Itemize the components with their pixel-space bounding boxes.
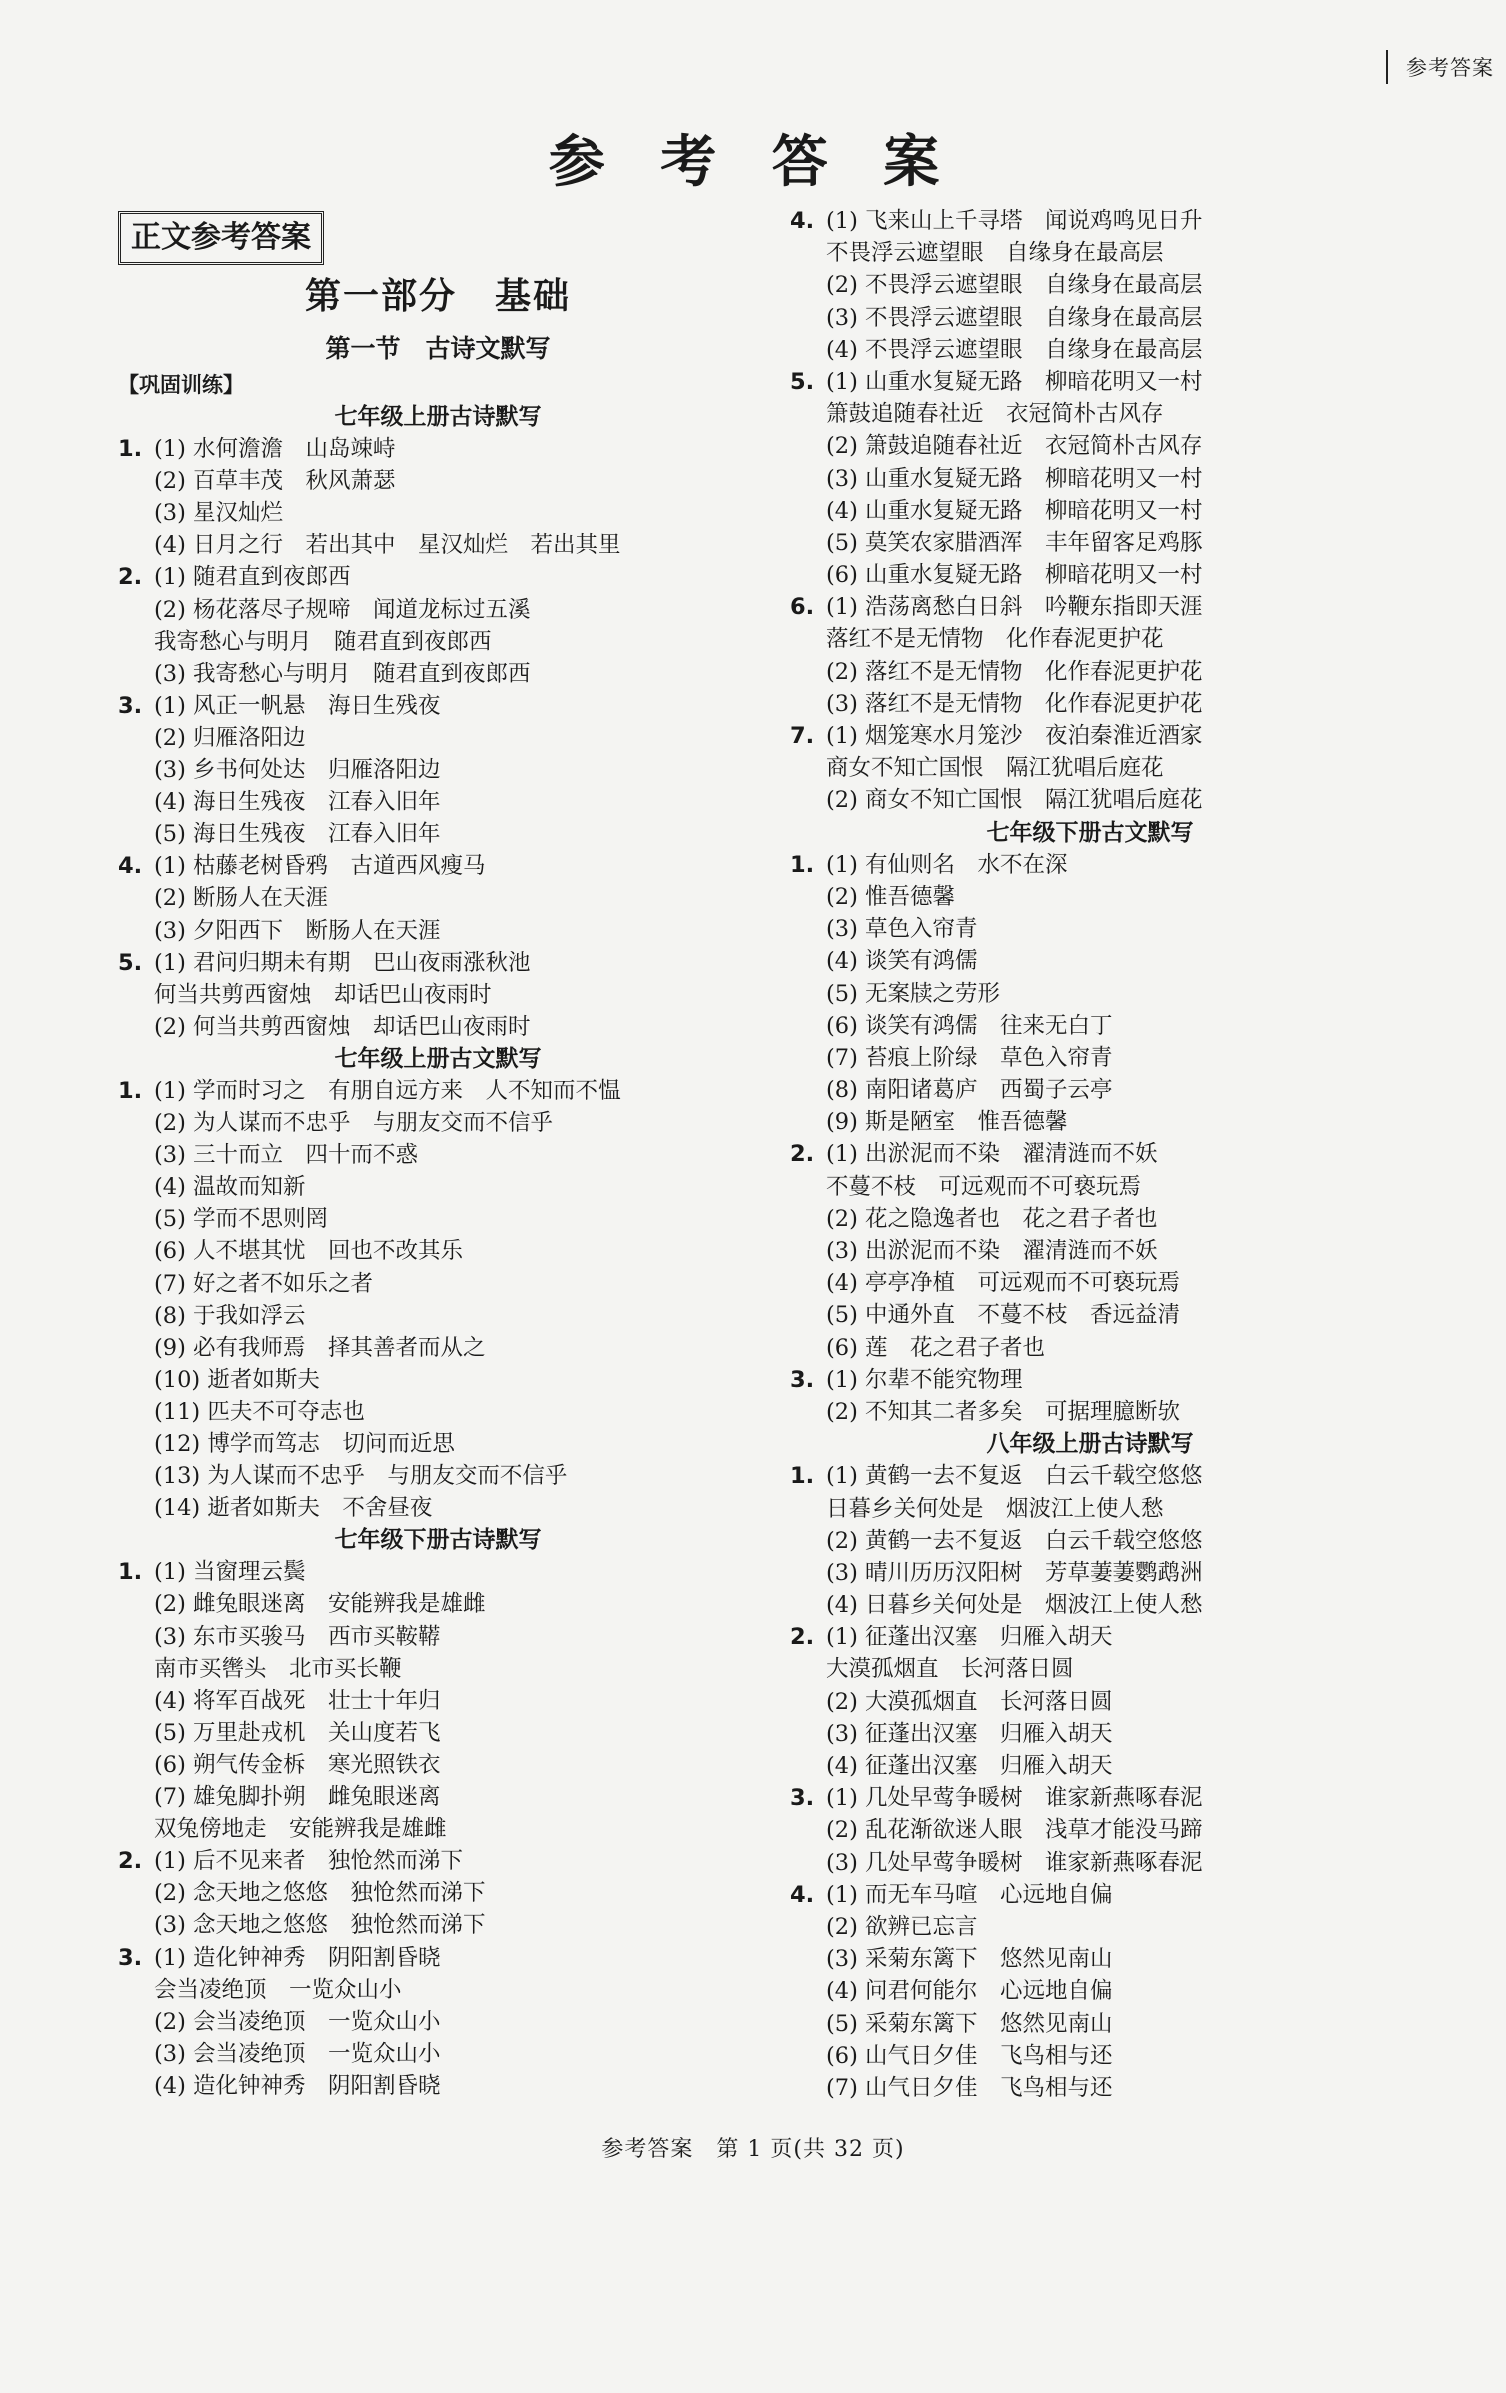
answer-line: (2) 惟吾德馨 <box>826 883 956 910</box>
answer-line: (3) 晴川历历汉阳树 芳草萋萋鹦鹉洲 <box>826 1559 1203 1586</box>
answer-text: (1) 学而时习之 有朋自远方来 人不知而不愠 <box>154 1077 621 1104</box>
answer-line: (9) 斯是陋室 惟吾德馨 <box>826 1109 1068 1136</box>
answer-line: (4) 谈笑有鸿儒 <box>826 948 978 975</box>
answer-line: (6) 山气日夕佳 飞鸟相与还 <box>826 2042 1113 2069</box>
answer-line: (2) 归雁洛阳边 <box>154 724 306 751</box>
answer-line: (3) 采菊东篱下 悠然见南山 <box>826 1946 1113 1973</box>
exercise-label: 【巩固训练】 <box>118 373 244 397</box>
answer-text: (1) 风正一帆悬 海日生残夜 <box>154 692 441 719</box>
question-number: 3. <box>118 692 143 719</box>
answer-line: (2) 不畏浮云遮望眼 自缘身在最高层 <box>826 272 1203 299</box>
answer-line: (6) 莲 花之君子者也 <box>826 1334 1046 1361</box>
question-number: 7. <box>790 723 815 749</box>
answer-continuation: 落红不是无情物 化作春泥更护花 <box>826 626 1164 653</box>
question-line <box>790 1621 1390 1653</box>
answer-line: (2) 箫鼓追随春社近 衣冠简朴古风存 <box>826 433 1203 460</box>
question-line <box>790 366 1390 398</box>
answer-line: (4) 温故而知新 <box>154 1174 306 1201</box>
question-line <box>790 1782 1390 1814</box>
answer-text: (1) 山重水复疑无路 柳暗花明又一村 <box>826 368 1203 395</box>
answer-text: (1) 烟笼寒水月笼沙 夜泊秦淮近酒家 <box>826 723 1203 749</box>
answer-line: (8) 南阳诸葛庐 西蜀子云亭 <box>826 1077 1113 1104</box>
section-box-tag: 正文参考答案 <box>118 211 324 265</box>
question-number: 4. <box>790 208 815 234</box>
answer-continuation: 我寄愁心与明月 随君直到夜郎西 <box>154 628 492 655</box>
question-line <box>118 1075 758 1107</box>
answer-text: (1) 君问归期未有期 巴山夜雨涨秋池 <box>154 949 531 976</box>
answer-line: (5) 莫笑农家腊酒浑 丰年留客足鸡豚 <box>826 529 1203 556</box>
left-answer-list <box>118 401 758 2102</box>
answer-line: (2) 大漠孤烟直 长河落日圆 <box>826 1688 1113 1715</box>
answer-text: (1) 浩荡离愁白日斜 吟鞭东指即天涯 <box>826 594 1203 621</box>
answer-continuation: 何当共剪西窗烛 却话巴山夜雨时 <box>154 981 492 1008</box>
answer-line: (3) 几处早莺争暖树 谁家新燕啄春泥 <box>826 1849 1203 1876</box>
answer-line: (4) 不畏浮云遮望眼 自缘身在最高层 <box>826 336 1203 363</box>
answer-line: (7) 好之者不如乐之者 <box>154 1270 374 1297</box>
answer-line: (2) 百草丰茂 秋风萧瑟 <box>154 468 396 495</box>
page-title: 参 考 答 案 <box>548 130 958 195</box>
answer-line: (3) 我寄愁心与明月 随君直到夜郎西 <box>154 660 531 687</box>
answer-line: (2) 何当共剪西窗烛 却话巴山夜雨时 <box>154 1013 531 1040</box>
answer-line: (7) 雄兔脚扑朔 雌兔眼迷离 <box>154 1784 441 1811</box>
answer-continuation: 商女不知亡国恨 隔江犹唱后庭花 <box>826 755 1164 782</box>
answer-line: (3) 星汉灿烂 <box>154 500 284 527</box>
question-number: 5. <box>790 368 815 395</box>
question-number: 1. <box>790 851 815 878</box>
answer-line: (4) 海日生残夜 江春入旧年 <box>154 789 441 816</box>
answer-line: (8) 于我如浮云 <box>154 1302 306 1329</box>
answer-line: (2) 商女不知亡国恨 隔江犹唱后庭花 <box>826 787 1203 814</box>
subsection-title: 七年级上册古文默写 <box>334 1045 542 1072</box>
question-line <box>790 1879 1390 1911</box>
answer-line: (2) 不知其二者多矣 可据理臆断欤 <box>826 1398 1181 1425</box>
answer-line: (2) 为人谋而不忠乎 与朋友交而不信乎 <box>154 1110 554 1137</box>
answer-text: (1) 几处早莺争暖树 谁家新燕啄春泥 <box>826 1785 1203 1812</box>
question-line <box>118 561 758 593</box>
question-number: 5. <box>118 949 143 976</box>
question-line <box>118 433 758 465</box>
answer-line: (7) 苔痕上阶绿 草色入帘青 <box>826 1044 1113 1071</box>
answer-line: (7) 山气日夕佳 飞鸟相与还 <box>826 2074 1113 2101</box>
answer-line: (14) 逝者如斯夫 不舍昼夜 <box>154 1495 433 1522</box>
right-column <box>790 205 1390 2104</box>
answer-line: (5) 中通外直 不蔓不枝 香远益清 <box>826 1302 1181 1329</box>
question-number: 3. <box>118 1944 143 1971</box>
answer-line: (3) 三十而立 四十而不惑 <box>154 1142 419 1169</box>
answer-line: (5) 万里赴戎机 关山度若飞 <box>154 1719 441 1746</box>
section-title: 第一节 古诗文默写 <box>325 334 551 363</box>
answer-line: (6) 朔气传金柝 寒光照铁衣 <box>154 1751 441 1778</box>
header-tag: 参考答案 <box>1386 50 1506 84</box>
answer-text: (1) 后不见来者 独怆然而涕下 <box>154 1848 464 1875</box>
answer-line: (6) 山重水复疑无路 柳暗花明又一村 <box>826 562 1203 589</box>
question-line <box>790 720 1390 752</box>
answer-text: (1) 有仙则名 水不在深 <box>826 851 1068 878</box>
answer-line: (2) 黄鹤一去不复返 白云千载空悠悠 <box>826 1527 1203 1554</box>
answer-text: (1) 枯藤老树昏鸦 古道西风瘦马 <box>154 853 486 880</box>
question-number: 3. <box>790 1366 815 1393</box>
answer-text: (1) 造化钟神秀 阴阳割昏晓 <box>154 1944 441 1971</box>
answer-line: (3) 山重水复疑无路 柳暗花明又一村 <box>826 465 1203 492</box>
subsection-title: 七年级上册古诗默写 <box>334 404 542 430</box>
answer-line: (2) 花之隐逸者也 花之君子者也 <box>826 1205 1158 1232</box>
question-line <box>118 947 758 979</box>
answer-line: (4) 山重水复疑无路 柳暗花明又一村 <box>826 497 1203 524</box>
answer-line: (3) 乡书何处达 归雁洛阳边 <box>154 757 441 784</box>
answer-text: (1) 而无车马喧 心远地自偏 <box>826 1881 1113 1908</box>
answer-text: (1) 黄鹤一去不复返 白云千载空悠悠 <box>826 1463 1203 1490</box>
question-line <box>790 849 1390 881</box>
answer-line: (3) 征蓬出汉塞 归雁入胡天 <box>826 1720 1113 1747</box>
answer-continuation: 南市买辔头 北市买长鞭 <box>154 1655 402 1682</box>
question-line <box>118 690 758 722</box>
answer-continuation: 箫鼓追随春社近 衣冠简朴古风存 <box>826 401 1164 428</box>
answer-continuation: 会当凌绝顶 一览众山小 <box>154 1976 402 2003</box>
answer-line: (4) 问君何能尔 心远地自偏 <box>826 1978 1113 2005</box>
answer-continuation: 大漠孤烟直 长河落日圆 <box>826 1656 1074 1683</box>
answer-line: (13) 为人谋而不忠乎 与朋友交而不信乎 <box>154 1463 568 1490</box>
subsection-title: 八年级上册古诗默写 <box>986 1431 1194 1458</box>
question-number: 2. <box>790 1624 815 1651</box>
answer-line: (4) 亭亭净植 可远观而不可亵玩焉 <box>826 1270 1181 1297</box>
question-line <box>118 1942 758 1974</box>
answer-line: (4) 将军百战死 壮士十年归 <box>154 1687 441 1714</box>
answer-line: (3) 出淤泥而不染 濯清涟而不妖 <box>826 1238 1158 1264</box>
answer-line: (12) 博学而笃志 切问而近思 <box>154 1431 455 1457</box>
question-line <box>790 591 1390 623</box>
answer-line: (3) 念天地之悠悠 独怆然而涕下 <box>154 1912 486 1939</box>
question-number: 4. <box>790 1881 815 1908</box>
answer-text: (1) 水何澹澹 山岛竦峙 <box>154 436 396 463</box>
answer-continuation: 日暮乡关何处是 烟波江上使人愁 <box>826 1495 1164 1522</box>
question-number: 3. <box>790 1785 815 1812</box>
page-footer: 参考答案 第 1 页(共 32 页) <box>601 2137 905 2162</box>
question-line <box>118 850 758 882</box>
question-line <box>790 1460 1390 1492</box>
question-number: 1. <box>118 1077 143 1104</box>
answer-line: (3) 夕阳西下 断肠人在天涯 <box>154 917 441 944</box>
subsection-title: 七年级下册古文默写 <box>986 819 1194 846</box>
question-number: 6. <box>790 594 815 621</box>
question-line <box>790 205 1390 237</box>
answer-line: (2) 雌兔眼迷离 安能辨我是雄雌 <box>154 1591 486 1618</box>
answer-line: (4) 日暮乡关何处是 烟波江上使人愁 <box>826 1592 1203 1619</box>
answer-continuation: 不蔓不枝 可远观而不可亵玩焉 <box>826 1173 1142 1200</box>
answer-line: (4) 造化钟神秀 阴阳割昏晓 <box>154 2072 441 2099</box>
question-number: 4. <box>118 853 143 880</box>
answer-line: (3) 东市买骏马 西市买鞍鞯 <box>154 1623 441 1650</box>
answer-line: (2) 乱花渐欲迷人眼 浅草才能没马蹄 <box>826 1817 1203 1844</box>
question-line <box>118 1845 758 1877</box>
answer-line: (2) 念天地之悠悠 独怆然而涕下 <box>154 1880 486 1907</box>
question-number: 2. <box>790 1141 815 1168</box>
right-answer-list <box>790 205 1390 2104</box>
answer-line: (4) 日月之行 若出其中 星汉灿烂 若出其里 <box>154 532 621 559</box>
question-line <box>790 1364 1390 1396</box>
answer-text: (1) 征蓬出汉塞 归雁入胡天 <box>826 1624 1113 1651</box>
answer-line: (3) 不畏浮云遮望眼 自缘身在最高层 <box>826 304 1203 331</box>
answer-line: (3) 会当凌绝顶 一览众山小 <box>154 2040 441 2067</box>
left-column <box>118 205 758 2102</box>
answer-text: (1) 飞来山上千寻塔 闻说鸡鸣见日升 <box>826 208 1203 234</box>
answer-line: (6) 人不堪其忧 回也不改其乐 <box>154 1238 464 1265</box>
answer-line: (3) 落红不是无情物 化作春泥更护花 <box>826 690 1203 717</box>
answer-text: (1) 随君直到夜郎西 <box>154 564 351 591</box>
answer-line: (5) 采菊东篱下 悠然见南山 <box>826 2010 1113 2037</box>
answer-line: (4) 征蓬出汉塞 归雁入胡天 <box>826 1753 1113 1779</box>
answer-line: (2) 落红不是无情物 化作春泥更护花 <box>826 658 1203 685</box>
question-number: 1. <box>790 1463 815 1490</box>
answer-line: (9) 必有我师焉 择其善者而从之 <box>154 1334 486 1361</box>
question-line <box>118 1556 758 1588</box>
part-title: 第一部分 基础 <box>304 276 571 317</box>
answer-line: (3) 草色入帘青 <box>826 916 978 943</box>
answer-line: (10) 逝者如斯夫 <box>154 1366 320 1393</box>
answer-line: (2) 欲辨已忘言 <box>826 1913 978 1940</box>
answer-text: (1) 出淤泥而不染 濯清涟而不妖 <box>826 1141 1158 1168</box>
answer-text: (1) 当窗理云鬓 <box>154 1559 306 1586</box>
question-line <box>790 1138 1390 1170</box>
answer-line: (5) 海日生残夜 江春入旧年 <box>154 821 441 848</box>
question-number: 1. <box>118 436 143 463</box>
question-number: 1. <box>118 1559 143 1586</box>
answer-line: (5) 学而不思则罔 <box>154 1206 329 1233</box>
subsection-title: 七年级下册古诗默写 <box>334 1527 542 1554</box>
answer-line: (2) 杨花落尽子规啼 闻道龙标过五溪 <box>154 596 531 623</box>
answer-line: (5) 无案牍之劳形 <box>826 980 1001 1007</box>
answer-continuation: 双兔傍地走 安能辨我是雄雌 <box>154 1816 447 1843</box>
question-number: 2. <box>118 564 143 591</box>
answer-line: (2) 会当凌绝顶 一览众山小 <box>154 2008 441 2035</box>
question-number: 2. <box>118 1848 143 1875</box>
answer-line: (6) 谈笑有鸿儒 往来无白丁 <box>826 1012 1113 1039</box>
answer-continuation: 不畏浮云遮望眼 自缘身在最高层 <box>826 240 1164 267</box>
answer-line: (2) 断肠人在天涯 <box>154 885 329 912</box>
answer-line: (11) 匹夫不可夺志也 <box>154 1398 365 1425</box>
answer-text: (1) 尔辈不能究物理 <box>826 1366 1023 1393</box>
